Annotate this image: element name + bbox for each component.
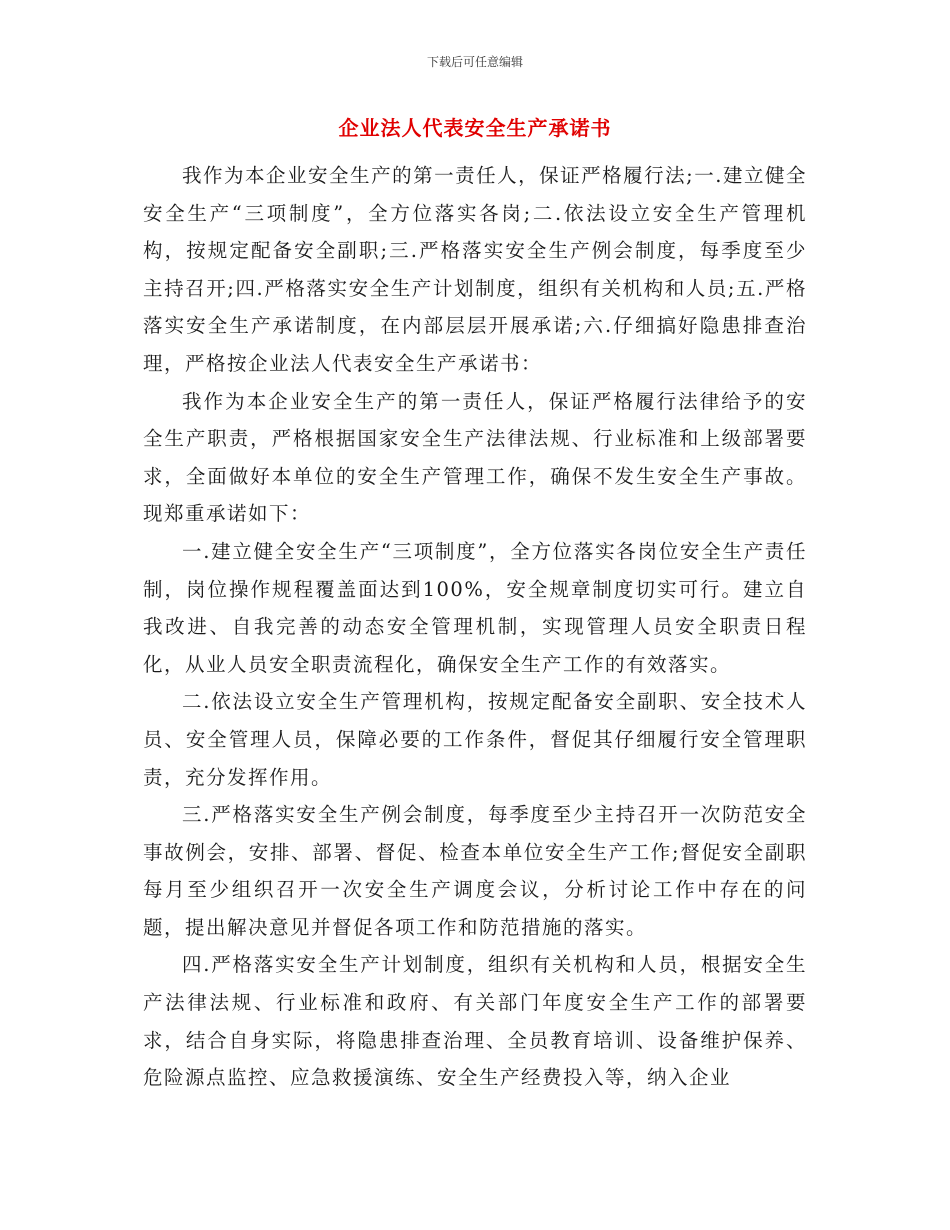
document-title: 企业法人代表安全生产承诺书 bbox=[338, 116, 612, 140]
paragraph-item-1: 一.建立健全安全生产“三项制度”，全方位落实各岗位安全生产责任制，岗位操作规程覆盖面达到100%，安全规章制度切实可行。建立自我改进、自我完善的动态安全管理机制，实现管理人员安全职责日程化，从业人员安全职责流程化，确保安全生产工作的有效落实。 bbox=[143, 539, 807, 676]
paragraph-item-2: 二.依法设立安全生产管理机构，按规定配备安全副职、安全技术人员、安全管理人员，保障必要的工作条件，督促其仔细履行安全管理职责，充分发挥作用。 bbox=[143, 690, 807, 789]
paragraph-summary: 我作为本企业安全生产的第一责任人，保证严格履行法;一.建立健全安全生产“三项制度”，全方位落实各岗;二.依法设立安全生产管理机构，按规定配备安全副职;三.严格落实安全生产例会制度，每季度至少主持召开;四.严格落实安全生产计划制度，组织有关机构和人员;五.严格落实安全生产承诺制度，在内部层层开展承诺;六.仔细搞好隐患排查治理，严格按企业法人代表安全生产承诺书： bbox=[143, 164, 807, 375]
document-body bbox=[143, 157, 807, 1097]
paragraph-item-3: 三.严格落实安全生产例会制度，每季度至少主持召开一次防范安全事故例会，安排、部署、督促、检查本单位安全生产工作;督促安全副职每月至少组织召开一次安全生产调度会议，分析讨论工作中存在的问题，提出解决意见并督促各项工作和防范措施的落实。 bbox=[143, 803, 807, 939]
paragraph-preamble: 我作为本企业安全生产的第一责任人，保证严格履行法律给予的安全生产职责，严格根据国家安全生产法律法规、行业标准和上级部署要求，全面做好本单位的安全生产管理工作，确保不发生安全生产事故。现郑重承诺如下： bbox=[143, 389, 807, 526]
paragraph-item-4: 四.严格落实安全生产计划制度，组织有关机构和人员，根据安全生产法律法规、行业标准和政府、有关部门年度安全生产工作的部署要求，结合自身实际，将隐患排查治理、全员教育培训、设备维护保养、危险源点监控、应急救援演练、安全生产经费投入等，纳入企业 bbox=[143, 953, 807, 1090]
page-header-note: 下载后可任意编辑 bbox=[426, 55, 523, 69]
